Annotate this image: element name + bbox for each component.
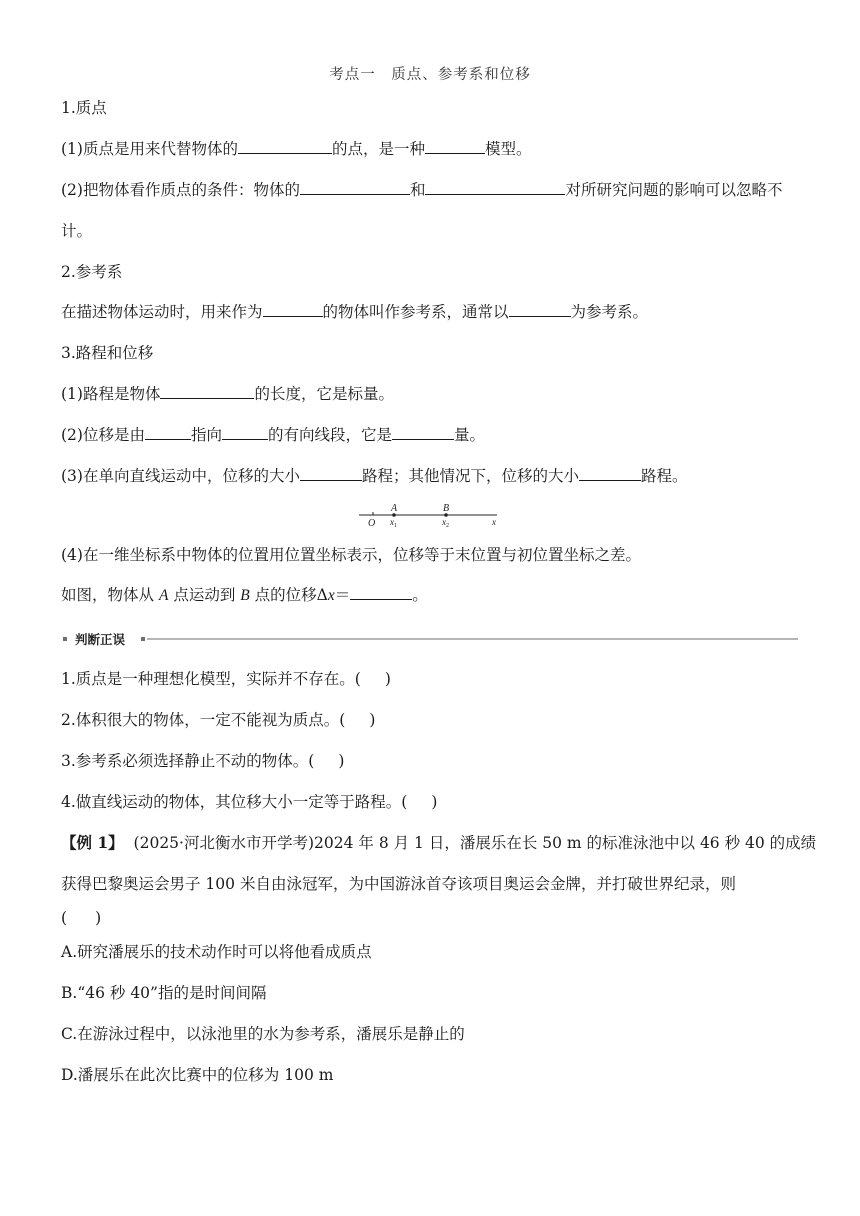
coordinate-statement: (4)在一维坐标系中物体的位置用位置坐标表示，位移等于末位置与初位置坐标之差。 — [61, 546, 641, 564]
heading-path-displacement: 3.路程和位移 — [61, 344, 154, 362]
origin-label: O — [368, 518, 376, 529]
path-definition: (1)路程是物体 的长度，它是标量。 — [61, 385, 394, 403]
displacement-question: 如图，物体从 A 点运动到 B 点的位移Δx＝ 。 — [61, 586, 428, 604]
answer-blank[interactable] — [238, 139, 332, 154]
page-title: 考点一 质点、参考系和位移 — [329, 67, 531, 83]
particle-condition-cont: 计。 — [61, 222, 93, 240]
answer-blank[interactable] — [350, 585, 412, 600]
heading-reference-frame: 2.参考系 — [61, 263, 123, 281]
x1-label: $x_1$ — [390, 517, 397, 529]
point-a-label: A — [391, 503, 398, 514]
coordinate-axis-figure — [355, 500, 505, 530]
answer-blank[interactable] — [509, 302, 571, 317]
judgment-item: 1.质点是一种理想化模型，实际并不存在。( ) — [61, 670, 391, 688]
displacement-definition: (2)位移是由 指向 的有向线段，它是 量。 — [61, 426, 486, 444]
option-c[interactable]: C.在游泳过程中，以泳池里的水为参考系，潘展乐是静止的 — [61, 1025, 465, 1043]
answer-blank[interactable] — [300, 466, 362, 481]
answer-blank[interactable] — [425, 139, 485, 154]
option-b[interactable]: B.“46 秒 40”指的是时间间隔 — [61, 984, 267, 1002]
section-marker — [141, 637, 145, 641]
section-marker — [63, 637, 67, 641]
particle-definition: (1)质点是用来代替物体的 的点，是一种 模型。 — [61, 140, 532, 158]
answer-blank[interactable] — [300, 180, 410, 195]
example-question-cont: 获得巴黎奥运会男子 100 米自由泳冠军，为中国游泳首夺该项目奥运会金牌，并打破世界纪录，则 — [61, 875, 736, 893]
example-answer-paren: ( ) — [61, 909, 102, 927]
answer-blank[interactable] — [579, 466, 641, 481]
answer-blank[interactable] — [263, 302, 323, 317]
answer-blank[interactable] — [392, 425, 454, 440]
displacement-magnitude: (3)在单向直线运动中，位移的大小 路程；其他情况下，位移的大小 路程。 — [61, 467, 688, 485]
answer-blank[interactable] — [222, 425, 268, 440]
option-a[interactable]: A.研究潘展乐的技术动作时可以将他看成质点 — [61, 943, 372, 961]
answer-blank[interactable] — [425, 180, 565, 195]
section-header — [61, 630, 798, 648]
example-label: 【例 1】 — [61, 833, 124, 852]
point-b-label: B — [443, 503, 450, 514]
section-divider — [147, 638, 798, 640]
axis-x-label: x — [492, 517, 496, 527]
example-question: 【例 1】 (2025·河北衡水市开学考)2024 年 8 月 1 日，潘展乐在长 50 m 的标准泳池中以 46 秒 40 的成绩 — [61, 833, 817, 852]
reference-frame-definition: 在描述物体运动时，用来作为 的物体叫作参考系，通常以 为参考系。 — [61, 303, 649, 321]
x2-label: $x_2$ — [442, 517, 449, 529]
judgment-item: 2.体积很大的物体，一定不能视为质点。( ) — [61, 711, 376, 729]
heading-particle: 1.质点 — [61, 99, 107, 117]
judgment-item: 4.做直线运动的物体，其位移大小一定等于路程。( ) — [61, 793, 438, 811]
answer-blank[interactable] — [145, 425, 191, 440]
option-d[interactable]: D.潘展乐在此次比赛中的位移为 100 m — [61, 1066, 334, 1084]
answer-blank[interactable] — [160, 384, 254, 399]
section-label: 判断正误 — [75, 632, 126, 647]
particle-condition: (2)把物体看作质点的条件：物体的 和 对所研究问题的影响可以忽略不 — [61, 181, 783, 199]
judgment-item: 3.参考系必须选择静止不动的物体。( ) — [61, 752, 345, 770]
